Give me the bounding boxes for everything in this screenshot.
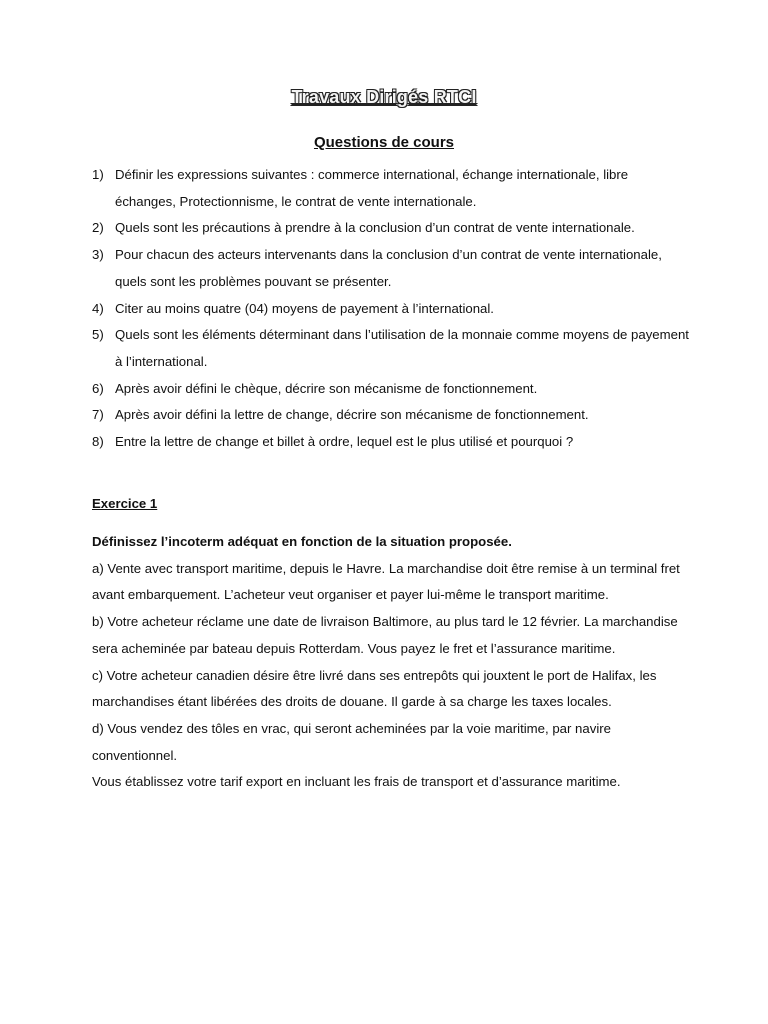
- question-number: 1): [92, 167, 104, 182]
- question-item: [92, 322, 692, 375]
- question-item: [92, 429, 692, 456]
- exercise-paragraph: b) Votre acheteur réclame une date de livraison Baltimore, au plus tard le 12 février. La marchandise sera acheminée par bateau depuis Rotterdam. Vous payez le fret et l’assurance maritime.: [92, 614, 678, 656]
- exercise-heading: Exercice 1: [92, 496, 158, 511]
- question-item: [92, 162, 692, 215]
- question-item: [92, 402, 692, 429]
- question-number: 5): [92, 327, 104, 343]
- question-text: Après avoir défini la lettre de change, décrire son mécanisme de fonctionnement.: [115, 407, 589, 423]
- question-item: [92, 296, 692, 323]
- question-text: Quels sont les précautions à prendre à la conclusion d’un contrat de vente internationale.: [115, 220, 635, 236]
- question-item: [92, 376, 692, 403]
- section-heading: Questions de cours: [313, 134, 455, 151]
- question-number: 4): [92, 300, 104, 316]
- question-text: Pour chacun des acteurs intervenants dans la conclusion d’un contrat de vente internationale, quels sont les problèmes pouvant se présenter.: [115, 247, 662, 289]
- exercise-instruction: Définissez l’incoterm adéquat en fonction de la situation proposée.: [92, 534, 512, 549]
- question-number: 7): [92, 407, 104, 423]
- exercise-body: [92, 529, 692, 796]
- question-number: 8): [92, 434, 104, 450]
- document-title: Travaux Dirigés RTCI: [291, 87, 477, 107]
- question-text: Après avoir défini le chèque, décrire son mécanisme de fonctionnement.: [115, 380, 538, 396]
- exercise-paragraph: Vous établissez votre tarif export en incluant les frais de transport et d’assurance maritime.: [92, 774, 621, 790]
- question-item: [92, 215, 692, 242]
- exercise-paragraph: a) Vente avec transport maritime, depuis le Havre. La marchandise doit être remise à un terminal fret avant embarquement. L’acheteur veut organiser et payer lui-même le transport maritime.: [92, 560, 680, 603]
- question-text: Entre la lettre de change et billet à ordre, lequel est le plus utilisé et pourquoi ?: [115, 434, 574, 450]
- exercise-paragraph: c) Votre acheteur canadien désire être livré dans ses entrepôts qui jouxtent le port de Halifax, les marchandises étant libérées des droits de douane. Il garde à sa charge les taxes locales.: [92, 667, 657, 710]
- question-item: [92, 242, 692, 295]
- exercise-paragraph: d) Vous vendez des tôles en vrac, qui seront acheminées par la voie maritime, par navire conventionnel.: [92, 720, 611, 763]
- question-text: Citer au moins quatre (04) moyens de payement à l’international.: [115, 300, 494, 316]
- question-text: Définir les expressions suivantes : commerce international, échange internationale, libre échanges, Protectionnisme, le contrat de vente internationale.: [115, 167, 629, 209]
- question-number: 2): [92, 220, 104, 236]
- question-text: Quels sont les éléments déterminant dans l’utilisation de la monnaie comme moyens de payement à l’international.: [115, 327, 689, 369]
- questions-list: [92, 162, 692, 456]
- question-number: 3): [92, 247, 104, 263]
- question-number: 6): [92, 380, 104, 396]
